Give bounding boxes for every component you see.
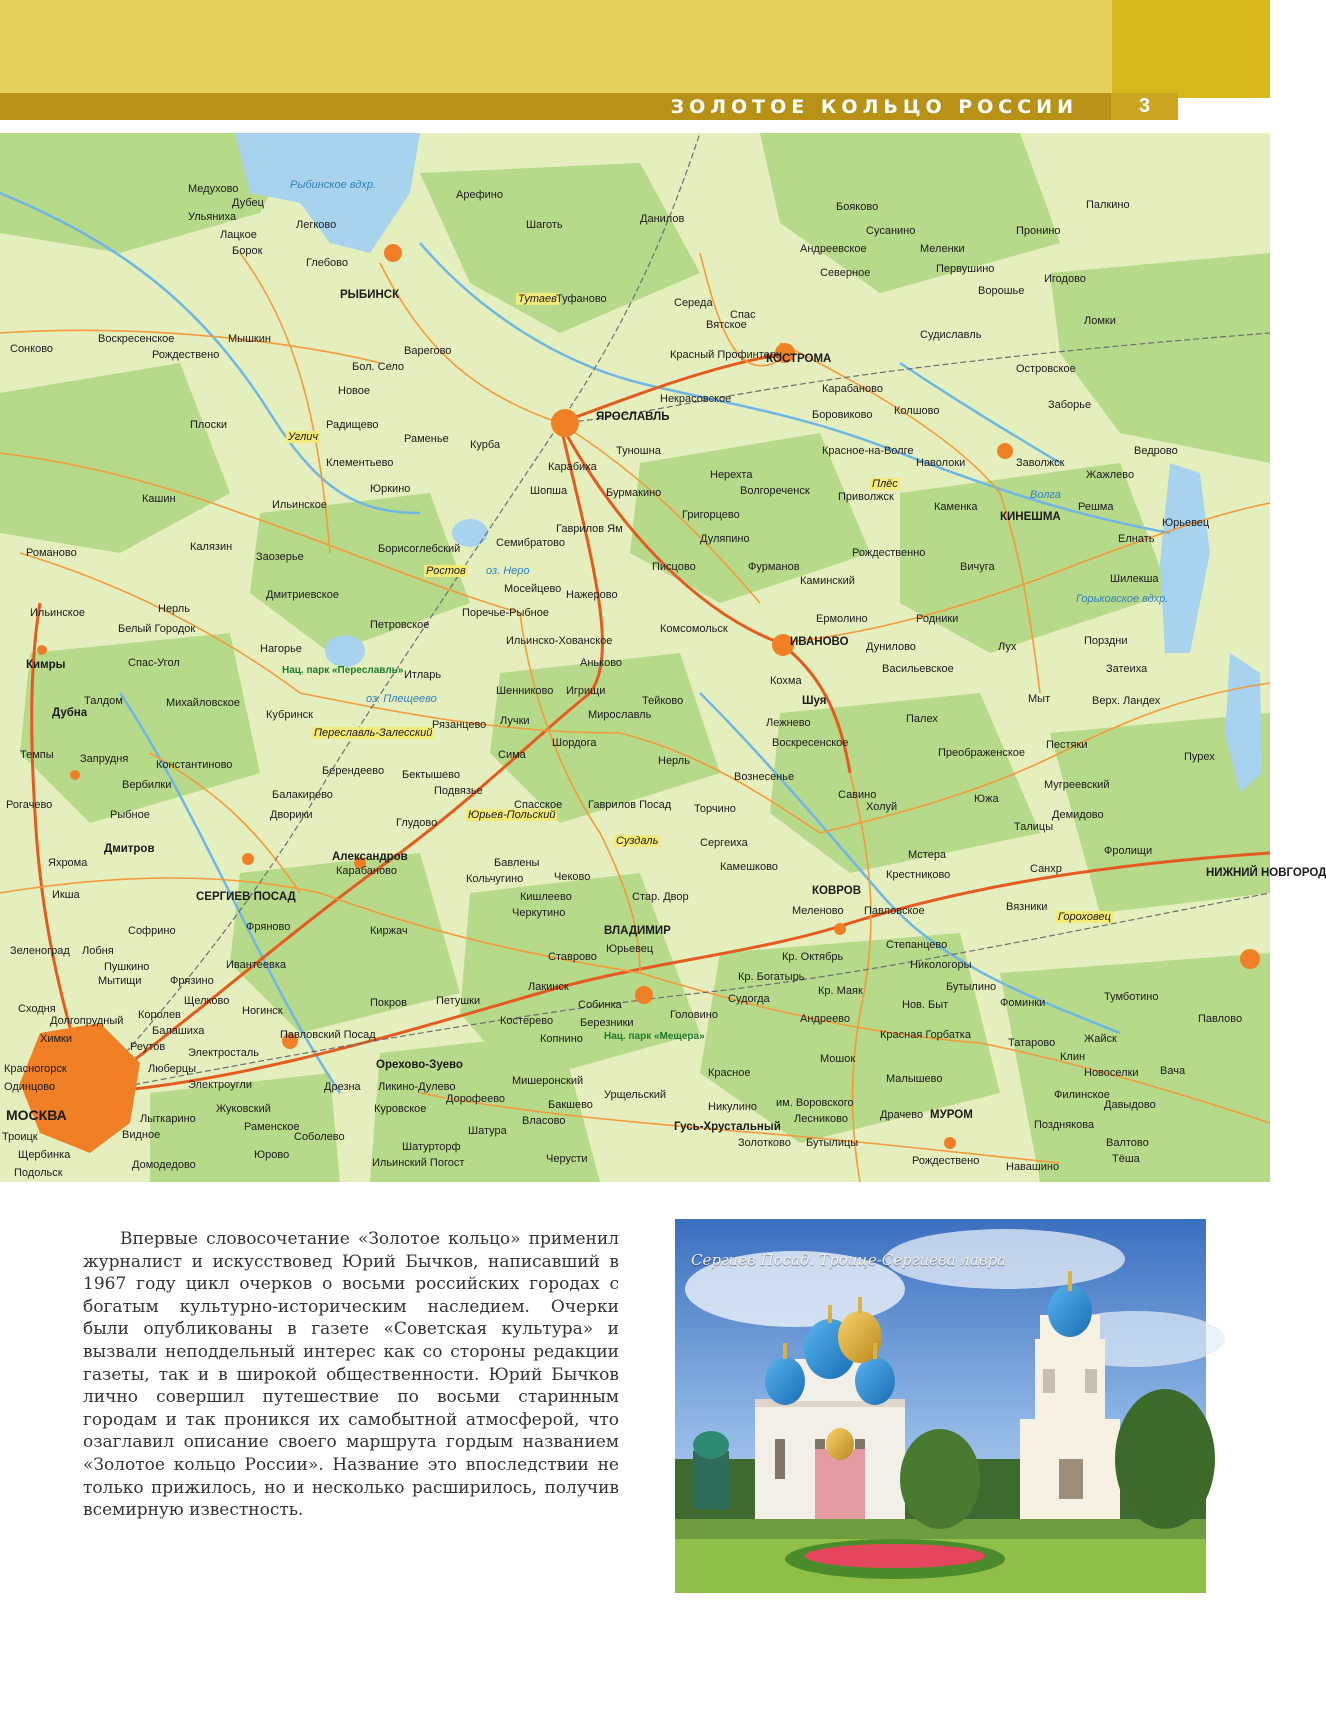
- map-label-town: Темпы: [20, 749, 54, 761]
- map-label-town: Химки: [40, 1033, 73, 1045]
- map-label-town: Рождественно: [852, 547, 926, 559]
- map-label-town: Ставрово: [548, 951, 597, 963]
- map-label-town: Кр. Богатырь: [738, 971, 805, 983]
- map-label-town: Григорцево: [682, 509, 740, 521]
- header-band: [0, 0, 1270, 98]
- map-label-town: Затеиха: [1106, 663, 1148, 675]
- map-label-town: Южа: [974, 793, 999, 805]
- map-label-town: Каменка: [934, 501, 978, 513]
- map-label-town: Мирославль: [588, 709, 652, 721]
- map-label-town: Юрово: [254, 1149, 290, 1161]
- map-label-town: Костерево: [500, 1015, 554, 1027]
- map-label-town: Березники: [580, 1017, 634, 1029]
- map-label-town: Преображенское: [938, 747, 1026, 759]
- map-label-kostroma: КОСТРОМА: [766, 353, 832, 365]
- map-label-town: Карабаново: [822, 383, 883, 395]
- map-label-town: Новоселки: [1084, 1067, 1139, 1079]
- map-label-town: Рождествено: [912, 1155, 980, 1167]
- map-label-town: Меленово: [792, 905, 844, 917]
- map-label-sergiev-posad: СЕРГИЕВ ПОСАД: [196, 891, 296, 903]
- map-label-town: Дуляпино: [700, 533, 750, 545]
- map-label-town: Талдом: [84, 695, 123, 707]
- map-label-town: Бутылино: [946, 981, 997, 993]
- map-label-town: Калязин: [190, 541, 233, 553]
- map-label-kovrov: КОВРОВ: [812, 885, 862, 897]
- lavra-illustration: [675, 1219, 1206, 1593]
- map-label-town: Сходня: [18, 1003, 56, 1015]
- map-label-town: Карабаново: [336, 865, 397, 877]
- map-label-town: Троицк: [2, 1131, 38, 1143]
- map-label-lake-nero: оз. Неро: [486, 565, 530, 577]
- map-label-town: Пронино: [1016, 225, 1061, 237]
- map-label-town: Пурех: [1184, 751, 1215, 763]
- map-label-town: Вербилки: [122, 779, 172, 791]
- map-label-town: Камешково: [720, 861, 778, 873]
- map-label-town: Карабиха: [548, 461, 597, 473]
- map-label-town: Балакирево: [272, 789, 333, 801]
- map-label-town: Пушкино: [104, 961, 150, 973]
- map-label-town: Сонково: [10, 343, 54, 355]
- map-label-town: Колшово: [894, 405, 940, 417]
- map-label-town: Варегово: [404, 345, 452, 357]
- map-label-town: Кашин: [142, 493, 176, 505]
- map-label-town: Фролищи: [1104, 845, 1153, 857]
- map-label-town: Дмитриевское: [266, 589, 339, 601]
- map-label-town: Драчево: [880, 1109, 924, 1121]
- map-label-town: Лацкое: [220, 229, 257, 241]
- map-label-town: Санхр: [1030, 863, 1062, 875]
- map-label-town: Люберцы: [148, 1063, 197, 1075]
- map-label-town: Щербинка: [18, 1149, 71, 1161]
- map-label-town: Мугреевский: [1044, 779, 1110, 791]
- map-label-town: Лежнево: [766, 717, 811, 729]
- map-label-town: Решма: [1078, 501, 1114, 513]
- section-title: ЗОЛОТОЕ КОЛЬЦО РОССИИ: [670, 96, 1078, 118]
- map-label-town: Шенниково: [496, 685, 554, 697]
- map-label-town: Вача: [1160, 1065, 1186, 1077]
- map-label-town: Шатура: [468, 1125, 507, 1137]
- map-label-town: Новое: [338, 385, 371, 397]
- map-label-town: Вятское: [706, 319, 747, 331]
- map-label-town: Воскресенское: [772, 737, 849, 749]
- map-label-town: Подвязье: [434, 785, 483, 797]
- map-label-town: Волгореченск: [740, 485, 810, 497]
- map-label-town: Некрасовское: [660, 393, 732, 405]
- map-label-tutaev: Тутаев: [518, 293, 557, 305]
- map-label-town: Легково: [296, 219, 337, 231]
- map-label-town: Мишеронский: [512, 1075, 584, 1087]
- map-label-town: Заборье: [1048, 399, 1092, 411]
- map-label-town: Бектышево: [402, 769, 460, 781]
- map-label-town: Талицы: [1014, 821, 1054, 833]
- map-label-town: Долгопрудный: [50, 1015, 124, 1027]
- map-label-town: Северное: [820, 267, 871, 279]
- map-label-town: Жуковский: [216, 1103, 271, 1115]
- map-label-town: Ликино-Дулево: [378, 1081, 456, 1093]
- map-label-town: Нагорье: [260, 643, 302, 655]
- map-label-town: Малышево: [886, 1073, 943, 1085]
- map-label-town: Рязанцево: [432, 719, 487, 731]
- map-label-town: Павлово: [1198, 1013, 1243, 1025]
- map-label-town: Аньково: [580, 657, 623, 669]
- map-label-town: Андреево: [800, 1013, 851, 1025]
- map-label-town: Щелково: [184, 995, 230, 1007]
- map-label-town: Мосейцево: [504, 583, 562, 595]
- map-label-town: Игрищи: [566, 685, 606, 697]
- map-label-town: Сима: [498, 749, 526, 761]
- map-label-town: Палех: [906, 713, 938, 725]
- map-label-town: Электросталь: [188, 1047, 259, 1059]
- map-label-town: Дворики: [270, 809, 313, 821]
- map-label-town: Кубринск: [266, 709, 313, 721]
- map-label-town: Бавлены: [494, 857, 540, 869]
- map-label-town: Шатурторф: [402, 1141, 461, 1153]
- map-label-town: Плоски: [190, 419, 228, 431]
- map-label-town: Зеленоград: [10, 945, 70, 957]
- map-label-town: Бурмакино: [606, 487, 662, 499]
- map-label-town: Куровское: [374, 1103, 427, 1115]
- map-label-town: Татарово: [1008, 1037, 1056, 1049]
- map-label-town: Заозерье: [256, 551, 304, 563]
- map-label-town: Лух: [998, 641, 1017, 653]
- photo-caption: Сергиев Посад. Троице-Сергиева лавра: [691, 1251, 1007, 1269]
- map-label-town: Писцово: [652, 561, 696, 573]
- map-label-gorky-reservoir: Горьковское вдхр.: [1076, 593, 1169, 605]
- map-label-town: Кр. Маяк: [818, 985, 863, 997]
- map-label-town: Меленки: [920, 243, 965, 255]
- map-label-town: Сергеиха: [700, 837, 748, 849]
- map-label-town: Лакинск: [528, 981, 569, 993]
- map-label-town: Судиславль: [920, 329, 982, 341]
- map-label-town: Павловский Посад: [280, 1029, 376, 1041]
- map-label-moscow: МОСКВА: [6, 1107, 67, 1123]
- map-label-town: Золотково: [738, 1137, 791, 1149]
- map-label-town: Порздни: [1084, 635, 1128, 647]
- map-label-town: Шордога: [552, 737, 597, 749]
- map-label-town: Никологоры: [910, 959, 972, 971]
- map-label-town: Бакшево: [548, 1099, 593, 1111]
- map-label-town: Гаврилов Посад: [588, 799, 672, 811]
- map-label-town: Раменье: [404, 433, 449, 445]
- map-label-town: Стар. Двор: [632, 891, 689, 903]
- map-label-town: Юрьевец: [1162, 517, 1210, 529]
- map-label-town: Ломки: [1084, 315, 1116, 327]
- map-label-town: Середа: [674, 297, 713, 309]
- map-label-town: Крестниково: [886, 869, 951, 881]
- map-label-town: Гаврилов Ям: [556, 523, 623, 535]
- map-label-town: Урщельский: [604, 1089, 667, 1101]
- map-label-town: Красный Профинтерн: [670, 349, 782, 361]
- map-label-kimry: Кимры: [26, 659, 66, 671]
- map-label-suzdal: Суздаль: [616, 835, 659, 847]
- map-label-kineshma: КИНЕШМА: [1000, 511, 1061, 523]
- map-label-town: Пестяки: [1046, 739, 1088, 751]
- map-label-town: им. Воровского: [776, 1097, 854, 1109]
- map-label-town: Воскресенское: [98, 333, 175, 345]
- map-label-town: Мстера: [908, 849, 947, 861]
- map-label-town: Красное: [708, 1067, 751, 1079]
- map-label-town: Медухово: [188, 183, 239, 195]
- map-label-town: Вязники: [1006, 901, 1048, 913]
- map-label-nizhny-novgorod: НИЖНИЙ НОВГОРОД: [1206, 867, 1326, 879]
- map-label-town: Фоминки: [1000, 997, 1046, 1009]
- map-label-town: Ведрово: [1134, 445, 1178, 457]
- map-label-town: Заволжск: [1016, 457, 1065, 469]
- map-label-town: Ильинское: [272, 499, 327, 511]
- map-label-town: Дунилово: [866, 641, 916, 653]
- map-label-town: Родники: [916, 613, 959, 625]
- map-label-town: Романово: [26, 547, 77, 559]
- map-label-gorokhovets: Гороховец: [1058, 911, 1111, 923]
- map-label-town: Торчино: [694, 803, 736, 815]
- map-label-town: Поречье-Рыбное: [462, 607, 549, 619]
- map-label-town: Семибратово: [496, 537, 565, 549]
- map-label-town: Валтово: [1106, 1137, 1149, 1149]
- map-label-town: Яхрома: [48, 857, 88, 869]
- map-label-town: Радищево: [326, 419, 379, 431]
- map-label-town: Ногинск: [242, 1005, 283, 1017]
- map-label-town: Борисоглебский: [378, 543, 461, 555]
- map-label-town: Балашиха: [152, 1025, 205, 1037]
- map-label-town: Фурманов: [748, 561, 800, 573]
- map-label-town: Фряново: [246, 921, 291, 933]
- map-label-shuya: Шуя: [802, 695, 827, 707]
- map-label-town: Чеково: [554, 871, 591, 883]
- map-label-town: Мыт: [1028, 693, 1051, 705]
- map-label-town: Дубец: [232, 197, 264, 209]
- map-label-town: Сусанино: [866, 225, 916, 237]
- map-label-town: Ульяниха: [188, 211, 237, 223]
- map-label-town: Ворошье: [978, 285, 1025, 297]
- map-label-town: Белый Городок: [118, 623, 196, 635]
- map-label-town: Красногорск: [4, 1063, 67, 1075]
- map-label-town: Мытищи: [98, 975, 142, 987]
- map-label-park-meshchera: Нац. парк «Мещера»: [604, 1031, 705, 1042]
- map-label-town: Берендеево: [322, 765, 385, 777]
- map-label-town: Шаготь: [526, 219, 563, 231]
- map-label-town: Нерль: [658, 755, 690, 767]
- map-label-town: Подольск: [14, 1167, 63, 1179]
- map-label-town: Вознесенье: [734, 771, 795, 783]
- map-label-town: Электроугли: [188, 1079, 252, 1091]
- map-label-town: Черусти: [546, 1153, 588, 1165]
- map-label-murom: МУРОМ: [930, 1109, 973, 1121]
- golden-ring-map: [0, 133, 1326, 1182]
- map-label-town: Спасское: [514, 799, 563, 811]
- map-label-town: Королев: [138, 1009, 181, 1021]
- map-label-town: Рождествено: [152, 349, 220, 361]
- map-label-gus-khrustalny: Гусь-Хрустальный: [674, 1121, 781, 1133]
- map-label-town: Нажерово: [566, 589, 618, 601]
- map-label-town: Глебово: [306, 257, 349, 269]
- map-label-town: Жайск: [1084, 1033, 1117, 1045]
- map-label-town: Мышкин: [228, 333, 271, 345]
- page-number: 3: [1111, 93, 1178, 120]
- map-label-town: Шопша: [530, 485, 568, 497]
- map-label-lake-pleshcheevo: оз. Плещеево: [366, 693, 437, 705]
- map-label-town: Красное-на-Волге: [822, 445, 914, 457]
- map-label-town: Покров: [370, 997, 407, 1009]
- map-label-town: Спас-Угол: [128, 657, 180, 669]
- map-label-town: Бол. Село: [352, 361, 404, 373]
- map-label-town: Шилекша: [1110, 573, 1159, 585]
- map-label-town: Давыдово: [1104, 1099, 1156, 1111]
- map-label-town: Тёша: [1112, 1153, 1140, 1165]
- map-label-pereslavl: Переславль-Залесский: [314, 727, 433, 739]
- map-label-town: Кольчугино: [466, 873, 524, 885]
- map-label-town: Палкино: [1086, 199, 1130, 211]
- map-label-town: Итларь: [404, 669, 442, 681]
- map-label-town: Елнать: [1118, 533, 1155, 545]
- map-label-town: Тумботино: [1104, 991, 1159, 1003]
- map-label-town: Рыбное: [110, 809, 150, 821]
- map-label-yaroslavl: ЯРОСЛАВЛЬ: [596, 411, 670, 423]
- map-label-aleksandrov: Александров: [332, 851, 408, 863]
- map-label-dmitrov: Дмитров: [104, 843, 155, 855]
- map-label-town: Островское: [1016, 363, 1076, 375]
- map-label-town: Фрязино: [170, 975, 214, 987]
- map-label-town: Рогачево: [6, 799, 53, 811]
- map-label-town: Юрьевец: [606, 943, 654, 955]
- map-label-town: Головино: [670, 1009, 718, 1021]
- map-label-yuryev-polsky: Юрьев-Польский: [468, 809, 556, 821]
- map-label-town: Домодедово: [132, 1159, 196, 1171]
- map-label-town: Глудово: [396, 817, 438, 829]
- map-label-town: Петушки: [436, 995, 481, 1007]
- map-label-town: Арефино: [456, 189, 503, 201]
- map-label-town: Бояково: [836, 201, 879, 213]
- map-label-town: Черкутино: [512, 907, 566, 919]
- map-label-town: Ильинский Погост: [372, 1157, 465, 1169]
- map-label-town: Мошок: [820, 1053, 856, 1065]
- map-label-town: Раменское: [244, 1121, 300, 1133]
- map-label-town: Икша: [52, 889, 80, 901]
- map-label-town: Лыткарино: [140, 1113, 196, 1125]
- lavra-photo: [675, 1219, 1206, 1593]
- map-label-town: Видное: [122, 1129, 161, 1141]
- header-accent-block: [1112, 0, 1270, 98]
- map-label-town: Собинка: [578, 999, 622, 1011]
- map-label-town: Демидово: [1052, 809, 1104, 821]
- map-label-volga: Волга: [1030, 489, 1061, 501]
- map-label-town: Ильинское: [30, 607, 85, 619]
- map-label-town: Холуй: [866, 801, 898, 813]
- map-label-orekhovo-zuevo: Орехово-Зуево: [376, 1059, 463, 1071]
- map-label-town: Верх. Ландех: [1092, 695, 1161, 707]
- map-label-town: Соболево: [294, 1131, 345, 1143]
- map-label-town: Каминский: [800, 575, 855, 587]
- map-label-town: Вичуга: [960, 561, 995, 573]
- map-label-town: Позднякова: [1034, 1119, 1095, 1131]
- map-label-town: Нерль: [158, 603, 190, 615]
- map-label-town: Лесниково: [794, 1113, 848, 1125]
- map-label-town: Наволоки: [916, 457, 966, 469]
- map-label-town: Дрезна: [324, 1081, 361, 1093]
- map-label-town: Филинское: [1054, 1089, 1110, 1101]
- map-label-town: Кр. Октябрь: [782, 951, 844, 963]
- map-label-town: Никулино: [708, 1101, 758, 1113]
- map-label-uglich: Углич: [288, 431, 319, 443]
- map-label-town: Лучки: [500, 715, 530, 727]
- map-label-town: Ивантеевка: [226, 959, 286, 971]
- map-label-town: Андреевское: [800, 243, 867, 255]
- map-label-town: Туношна: [616, 445, 661, 457]
- map-label-town: Данилов: [640, 213, 685, 225]
- map-label-rybinsk: РЫБИНСК: [340, 289, 400, 301]
- map-label-town: Ермолино: [816, 613, 868, 625]
- map-label-town: Навашино: [1006, 1161, 1060, 1173]
- map-label-town: Власово: [522, 1115, 566, 1127]
- map-label-town: Клементьево: [326, 457, 394, 469]
- map-label-town: Степанцево: [886, 939, 948, 951]
- map-label-town: Константиново: [156, 759, 233, 771]
- map-label-vladimir: ВЛАДИМИР: [604, 925, 671, 937]
- map-label-town: Юркино: [370, 483, 411, 495]
- map-label-town: Петровское: [370, 619, 430, 631]
- map-label-town: Первушино: [936, 263, 995, 275]
- map-label-dubna: Дубна: [52, 707, 88, 719]
- map-label-town: Ильинско-Хованское: [506, 635, 613, 647]
- map-label-town: Клин: [1060, 1051, 1086, 1063]
- map-label-town: Запрудня: [80, 753, 129, 765]
- map-label-town: Боровиково: [812, 409, 873, 421]
- map-label-town: Туфаново: [556, 293, 607, 305]
- map-label-town: Павловское: [864, 905, 925, 917]
- map-label-town: Игодово: [1044, 273, 1086, 285]
- map-label-town: Софрино: [128, 925, 176, 937]
- map-label-town: Жажлево: [1086, 469, 1135, 481]
- map-label-town: Лобня: [82, 945, 114, 957]
- map-label-town: Михайловское: [166, 697, 240, 709]
- map-label-town: Бутылицы: [806, 1137, 859, 1149]
- map-label-town: Спас: [730, 309, 756, 321]
- map-label-town: Кохма: [770, 675, 802, 687]
- map-label-town: Дорофеево: [446, 1093, 506, 1105]
- map-label-town: Киржач: [370, 925, 408, 937]
- article-paragraph: Впервые словосочетание «Золотое кольцо» применил журналист и искусствовед Юрий Бычков, написавший в 1967 году цикл очерков о восьми российских городах с богатым культурно-историческим наследием. Очерки были опубликованы в газете «Советская культура» и вызвали неподдельный интерес как со стороны редакции газеты, так и в широкой общественности. Юрий Бычков лично совершил путешествие по восьми старинным городам и так проникся их самобытной атмосферой, что озаглавил описание своего маршрута гордым названием «Золотое кольцо России». Название это впоследствии не только прижилось, но и несколько расширилось, получив всемирную известность.: [83, 1229, 619, 1521]
- map-label-town: Савино: [838, 789, 877, 801]
- map-label-town: Копнино: [540, 1033, 583, 1045]
- map-label-town: Тейково: [642, 695, 684, 707]
- map-label-ples: Плёс: [872, 478, 898, 490]
- map-label-town: Реутов: [130, 1041, 166, 1053]
- map-label-park-pereslavl: Нац. парк «Переславль»: [282, 665, 404, 676]
- map-label-town: Кишлеево: [520, 891, 572, 903]
- map-label-town: Красная Горбатка: [880, 1029, 971, 1041]
- map-label-rybinsk-reservoir: Рыбинское вдхр.: [290, 179, 377, 191]
- map-label-town: Одинцово: [4, 1081, 56, 1093]
- map-label-town: Судогда: [728, 993, 770, 1005]
- map-label-town: Васильевское: [882, 663, 954, 675]
- map-label-town: Борок: [232, 245, 263, 257]
- map-label-rostov: Ростов: [426, 565, 466, 577]
- map-label-town: Нов. Быт: [902, 999, 949, 1011]
- map-label-town: Нерехта: [710, 469, 753, 481]
- map-label-town: Комсомольск: [660, 623, 728, 635]
- map-label-town: Приволжск: [838, 491, 894, 503]
- map-label-ivanovo: ИВАНОВО: [790, 636, 849, 648]
- map-label-town: Курба: [470, 439, 501, 451]
